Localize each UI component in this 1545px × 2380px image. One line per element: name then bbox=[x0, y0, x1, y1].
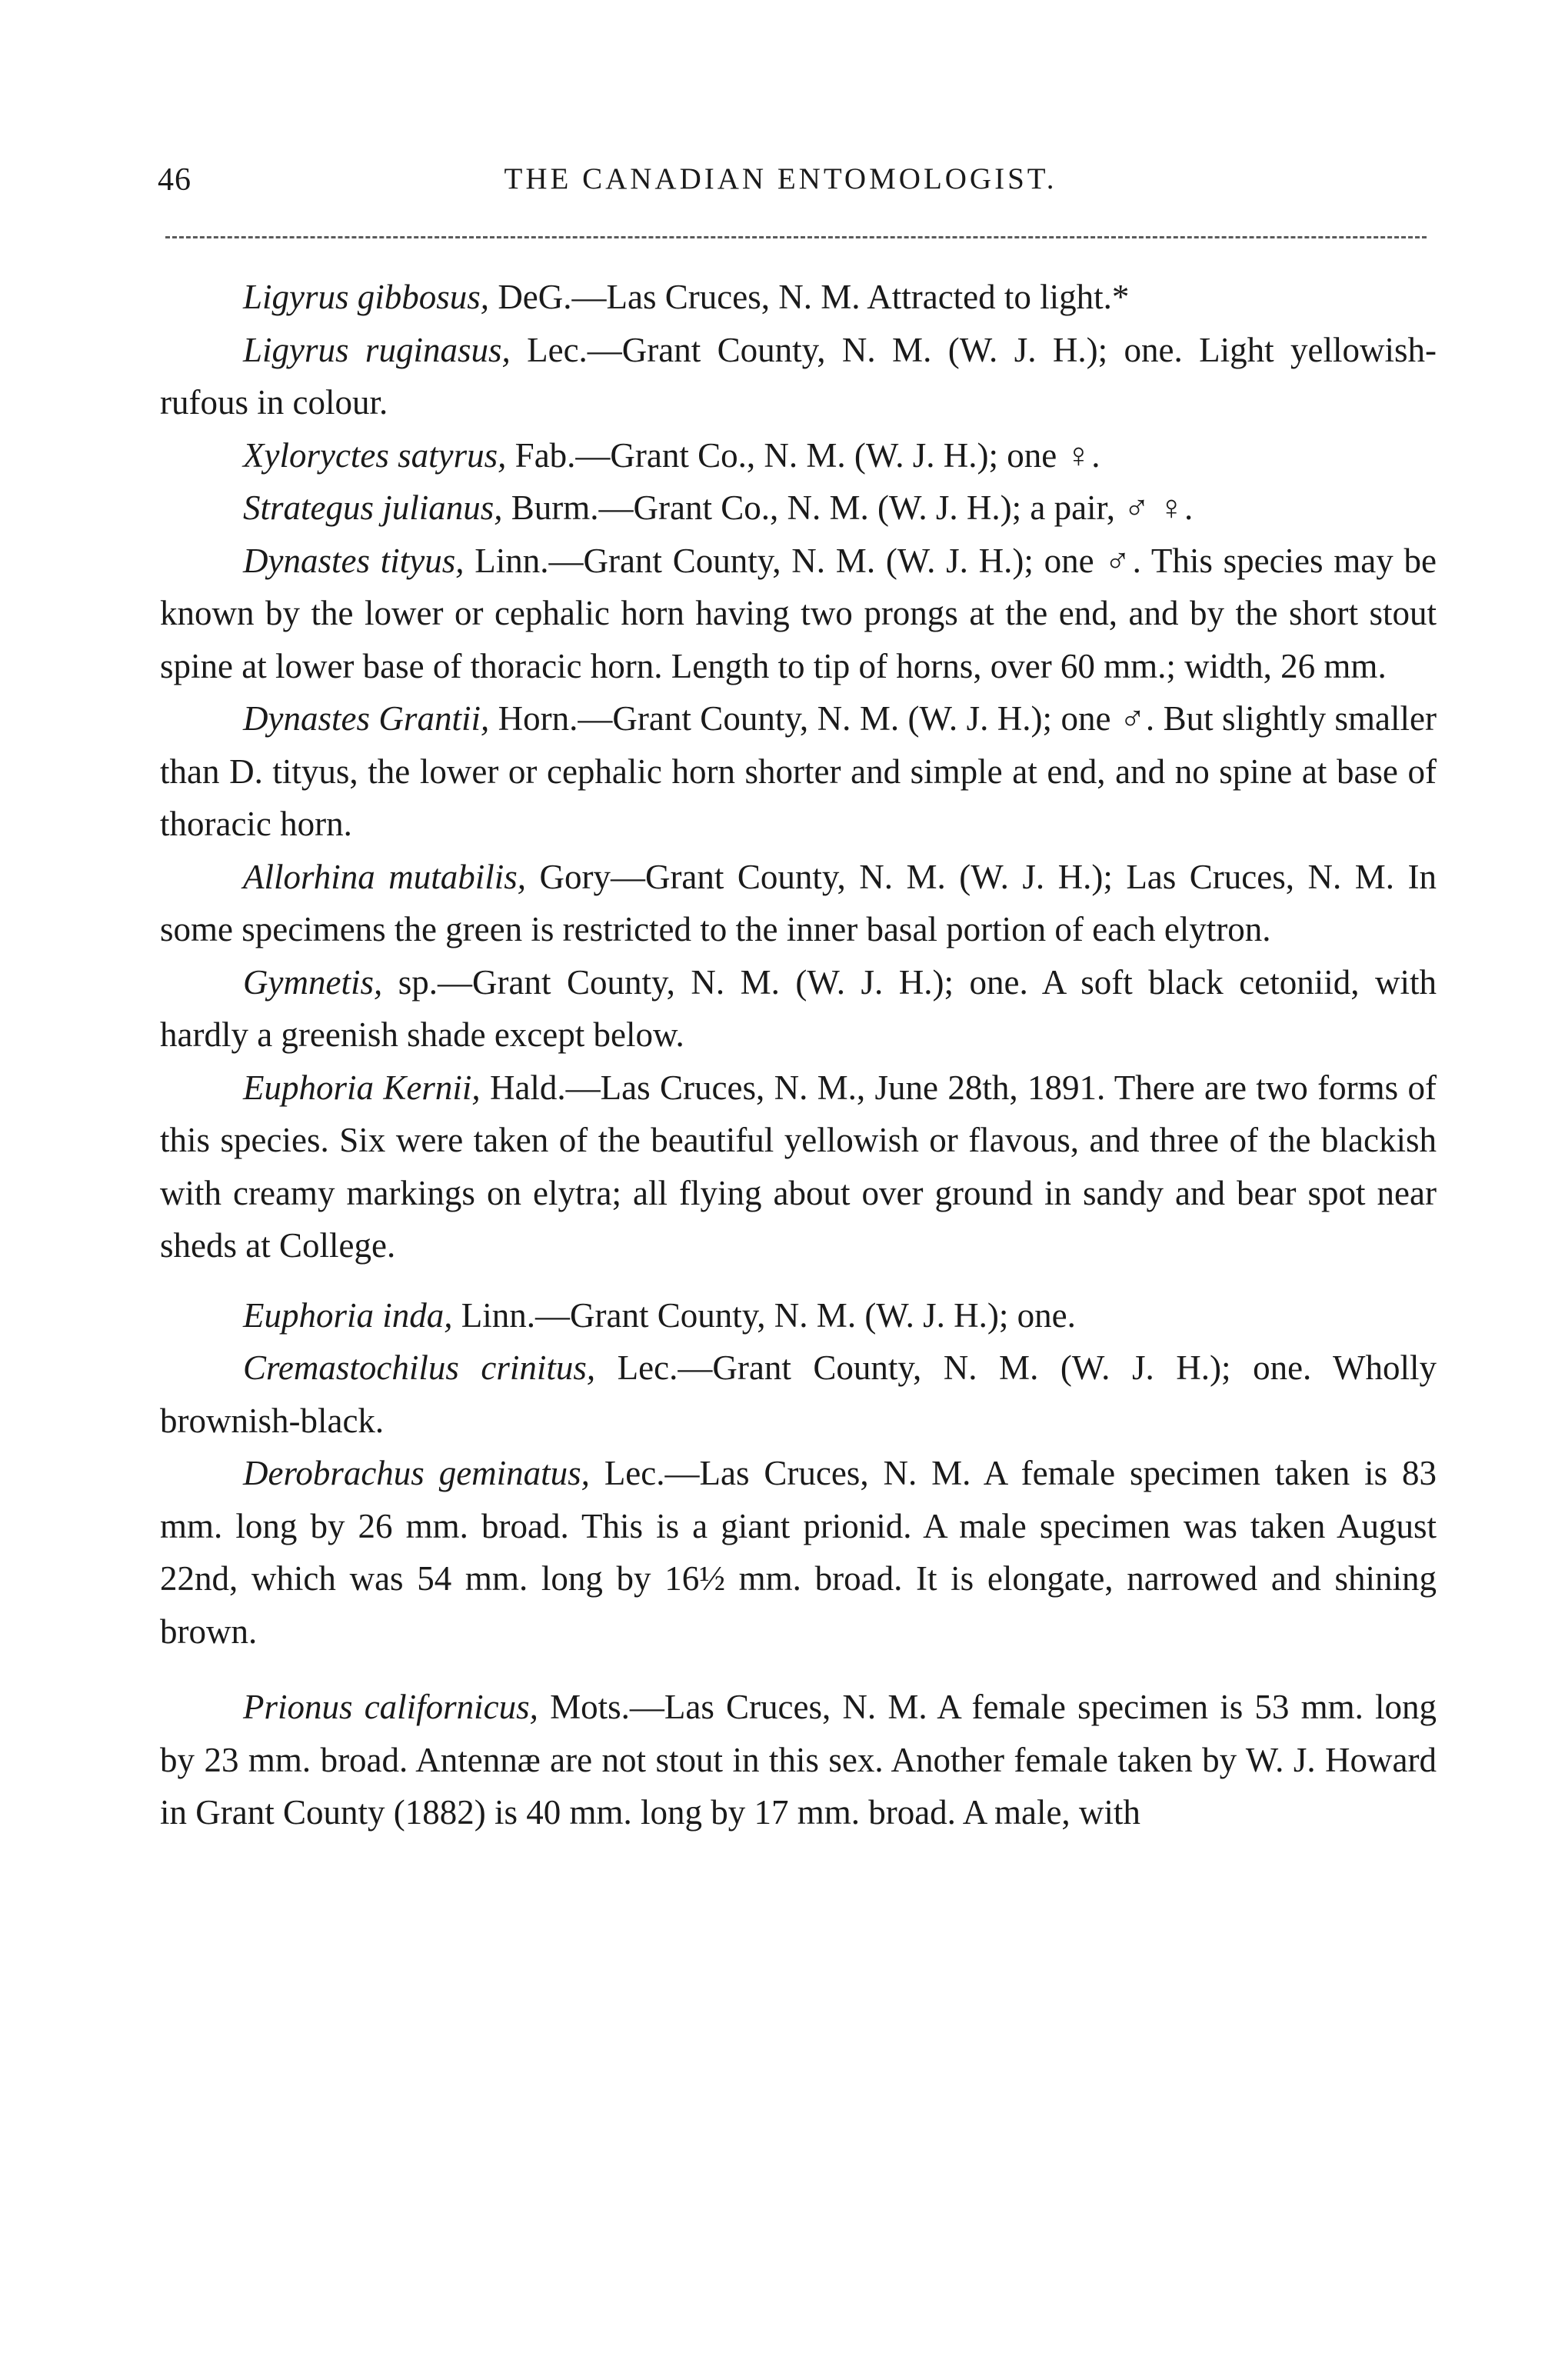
species-text: Lec.—Las Cruces, N. M. A female specimen taken is 83 mm. long by 26 mm. broad. This is a giant prionid. A male specimen was taken August 22nd, which was 54 mm. long by 16½ mm. broad. It is elongate, narrowed and shining brown. bbox=[160, 1454, 1437, 1651]
species-text: Gory—Grant County, N. M. (W. J. H.); Las Cruces, N. M. In some specimens the green is restricted to the inner basal portion of each elytron. bbox=[160, 857, 1437, 948]
species-text: Fab.—Grant Co., N. M. (W. J. H.); one ♀. bbox=[506, 435, 1100, 475]
species-entry bbox=[160, 692, 1437, 851]
species-entry bbox=[160, 324, 1437, 429]
species-name: Ligyrus ruginasus, bbox=[243, 330, 511, 369]
species-name: Dynastes Grantii, bbox=[243, 699, 490, 738]
species-text: Lec.—Grant County, N. M. (W. J. H.); one. Light yellowish-rufous in colour. bbox=[160, 330, 1437, 422]
species-entry bbox=[160, 1062, 1437, 1272]
species-entry bbox=[160, 271, 1437, 324]
species-name: Ligyrus gibbosus, bbox=[243, 278, 490, 316]
species-entry bbox=[160, 1681, 1437, 1839]
species-text: Linn.—Grant County, N. M. (W. J. H.); one. bbox=[452, 1295, 1076, 1335]
page-number: 46 bbox=[158, 162, 191, 198]
species-entry bbox=[160, 535, 1437, 693]
species-text: Lec.—Grant County, N. M. (W. J. H.); one. Wholly brownish-black. bbox=[160, 1348, 1437, 1440]
species-name: Dynastes tityus, bbox=[243, 541, 464, 580]
species-text: Burm.—Grant Co., N. M. (W. J. H.); a pair, ♂ ♀. bbox=[502, 488, 1194, 527]
species-text: Linn.—Grant County, N. M. (W. J. H.); one ♂. This species may be known by the lower or cephalic horn having two prongs at the end, and by the short stout spine at lower base of thoracic horn. Length to tip of horns, over 60 mm.; width, 26 mm. bbox=[160, 541, 1437, 685]
species-text: sp.—Grant County, N. M. (W. J. H.); one. A soft black cetoniid, with hardly a greenish shade except below. bbox=[160, 962, 1437, 1054]
species-entry bbox=[160, 956, 1437, 1062]
species-text: Horn.—Grant County, N. M. (W. J. H.); one ♂. But slightly smaller than D. tityus, the lower or cephalic horn shorter and simple at end, and no spine at base of thoracic horn. bbox=[160, 699, 1437, 843]
species-entry bbox=[160, 482, 1437, 535]
species-entry bbox=[160, 1447, 1437, 1658]
header-rule bbox=[165, 236, 1427, 238]
species-name: Derobrachus geminatus, bbox=[243, 1454, 590, 1492]
species-name: Xyloryctes satyrus, bbox=[243, 435, 507, 475]
species-name: Gymnetis, bbox=[243, 962, 383, 1002]
species-text: Mots.—Las Cruces, N. M. A female specimen is 53 mm. long by 23 mm. broad. Antennæ are not stout in this sex. Another female taken by W. J. Howard in Grant County (1882) is 40 mm. long by 17 mm. broad. A male, with bbox=[160, 1688, 1437, 1832]
species-entry bbox=[160, 429, 1437, 482]
species-name: Allorhina mutabilis, bbox=[243, 857, 526, 896]
running-title: THE CANADIAN ENTOMOLOGIST. bbox=[504, 162, 1057, 195]
species-name: Prionus californicus, bbox=[243, 1688, 538, 1726]
body-text bbox=[160, 271, 1437, 1839]
species-name: Euphoria Kernii, bbox=[243, 1068, 481, 1107]
species-entry bbox=[160, 851, 1437, 956]
species-entry bbox=[160, 1342, 1437, 1447]
species-text: Hald.—Las Cruces, N. M., June 28th, 1891. There are two forms of this species. Six were taken of the beautiful yellowish or flavous, and three of the blackish with creamy markings on elytra; all flying about over ground in sandy and bear spot near sheds at College. bbox=[160, 1068, 1437, 1265]
species-name: Euphoria inda, bbox=[243, 1295, 453, 1335]
species-text: DeG.—Las Cruces, N. M. Attracted to light.* bbox=[489, 278, 1130, 316]
species-name: Cremastochilus crinitus, bbox=[243, 1348, 596, 1387]
species-entry bbox=[160, 1289, 1437, 1342]
species-name: Strategus julianus, bbox=[243, 488, 503, 527]
page-header bbox=[158, 162, 1450, 208]
